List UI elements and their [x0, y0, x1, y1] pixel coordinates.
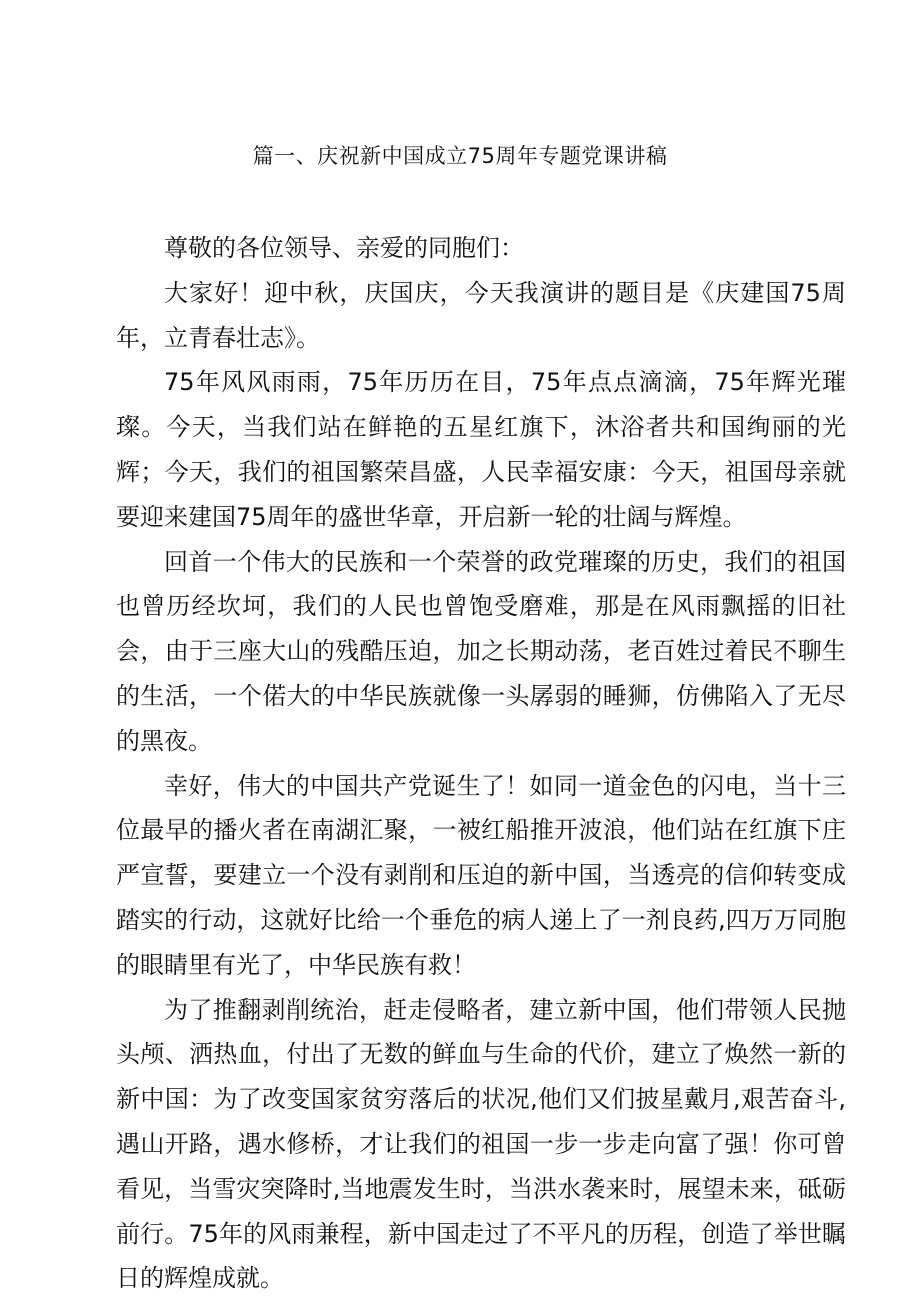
paragraph-greeting: 大家好！迎中秋，庆国庆，今天我演讲的题目是《庆建国75周年，立青春壮志》。	[116, 278, 846, 352]
document-title: 篇一、庆祝新中国成立75周年专题党课讲稿	[252, 144, 668, 168]
paragraph: 回首一个伟大的民族和一个荣誉的政党璀璨的历史，我们的祖国也曾历经坎坷，我们的人民也曾饱受磨难，那是在风雨飘摇的旧社会，由于三座大山的残酷压迫，加之长期动荡，老百姓过着民不聊生的生活，一个偌大的中华民族就像一头孱弱的睡狮，仿佛陷入了无尽的黑夜。	[116, 547, 846, 755]
paragraph: 幸好，伟大的中国共产党诞生了！如同一道金色的闪电，当十三位最早的播火者在南湖汇聚，一被红船推开波浪，他们站在红旗下庄严宣誓，要建立一个没有剥削和压迫的新中国，当透亮的信仰转变成踏实的行动，这就好比给一个垂危的病人递上了一剂良药,四万万同胞的眼睛里有光了，中华民族有救！	[116, 771, 846, 979]
paragraph: 75年风风雨雨，75年历历在目，75年点点滴滴，75年辉光璀璨。今天，当我们站在鲜艳的五星红旗下，沐浴者共和国绚丽的光辉；今天，我们的祖国繁荣昌盛，人民幸福安康：今天，祖国母亲就要迎来建国75周年的盛世华章，开启新一轮的壮阔与辉煌。	[116, 368, 846, 531]
document-body	[116, 226, 846, 1301]
paragraph: 为了推翻剥削统治，赶走侵略者，建立新中国，他们带领人民抛头颅、洒热血，付出了无数的鲜血与生命的代价，建立了焕然一新的新中国：为了改变国家贫穷落后的状况,他们又们披星戴月,艰苦奋斗,遇山开路，遇水修桥，才让我们的祖国一步一步走向富了强！你可曾看见，当雪灾突降时,当地震发生时，当洪水袭来时，展望未来，砥砺前行。75年的风雨兼程，新中国走过了不平凡的历程，创造了举世瞩日的辉煌成就。	[116, 995, 846, 1293]
paragraph-salutation: 尊敬的各位领导、亲爱的同胞们：	[164, 234, 524, 262]
